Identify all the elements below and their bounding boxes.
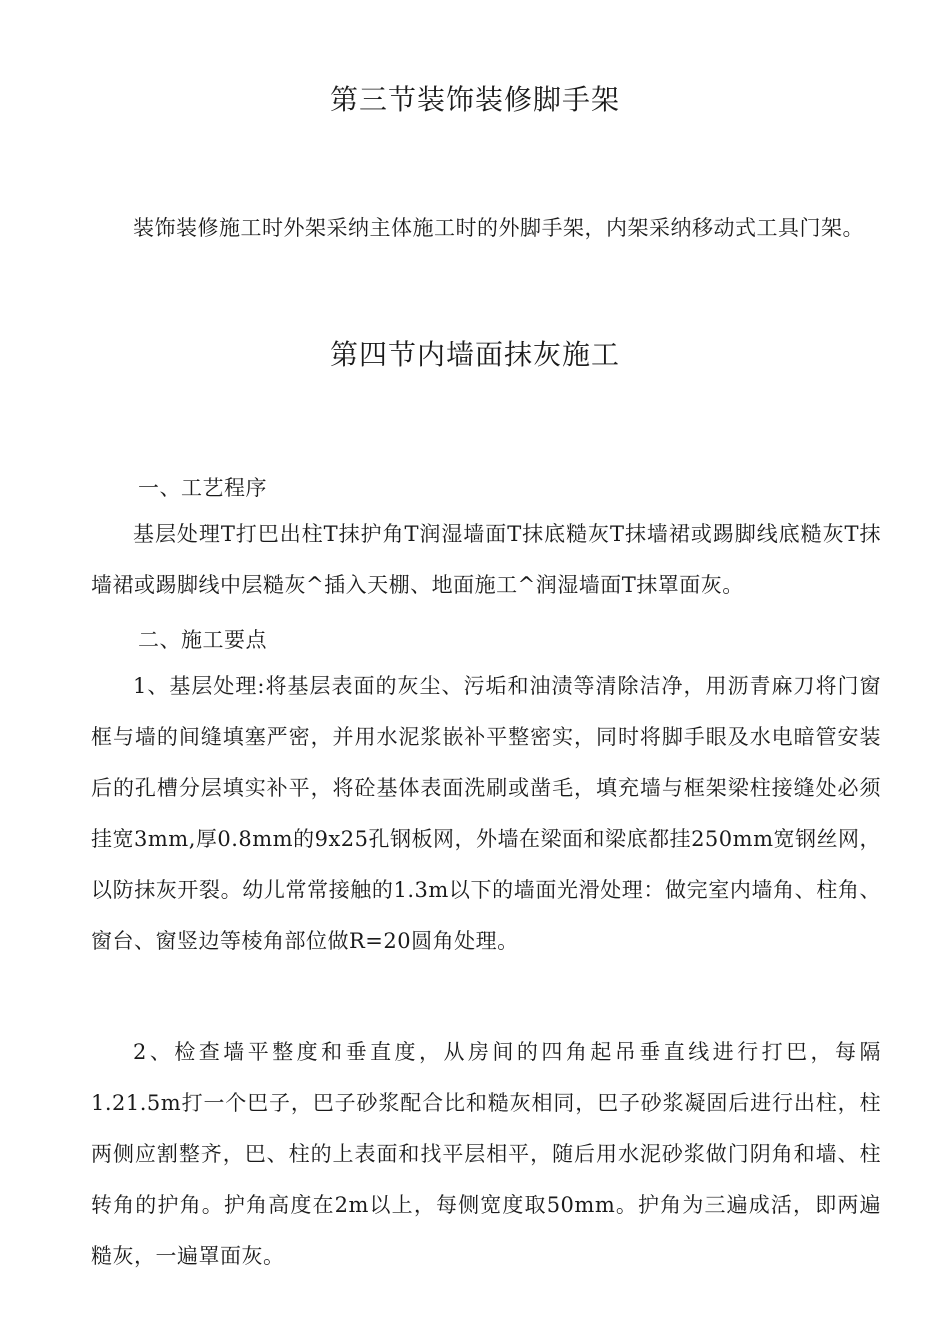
subsection-1-title: 一、工艺程序: [138, 476, 267, 500]
section-3-body: 装饰装修施工时外架采纳主体施工时的外脚手架，内架采纳移动式工具门架。: [133, 216, 864, 240]
process-paragraph: 基层处理T打巴出柱T抹护角T润湿墙面T抹底糙灰T抹墙裙或踢脚线底糙灰T抹墙裙或踢脚线中层糙灰^插入天棚、地面施工^润湿墙面T抹罩面灰。: [91, 522, 881, 597]
point-1-paragraph: 1、基层处理:将基层表面的灰尘、污垢和油渍等清除洁净，用沥青麻刀将门窗框与墙的间缝填塞严密，并用水泥浆嵌补平整密实，同时将脚手眼及水电暗管安装后的孔槽分层填实补平，将砼基体表面洗刷或凿毛，填充墙与框架梁柱接缝处必须挂宽3mm,厚0.8mm的9x25孔钢板网，外墙在梁面和梁底都挂250mm宽钢丝网，以防抹灰开裂。幼儿常常接触的1.3m以下的墙面光滑处理：做完室内墙角、柱角、窗台、窗竖边等棱角部位做R=20圆角处理。: [91, 674, 881, 953]
subsection-2-title: 二、施工要点: [138, 628, 267, 652]
point-2-paragraph: 2、检查墙平整度和垂直度，从房间的四角起吊垂直线进行打巴，每隔1.21.5m打一个巴子，巴子砂浆配合比和糙灰相同，巴子砂浆凝固后进行出柱，柱两侧应割整齐，巴、柱的上表面和找平层相平，随后用水泥砂浆做门阴角和墙、柱转角的护角。护角高度在2m以上，每侧宽度取50mm。护角为三遍成活，即两遍糙灰，一遍罩面灰。: [91, 1040, 881, 1268]
section-4-title: 第四节内墙面抹灰施工: [329, 338, 620, 371]
section-3-title: 第三节装饰装修脚手架: [329, 83, 620, 116]
